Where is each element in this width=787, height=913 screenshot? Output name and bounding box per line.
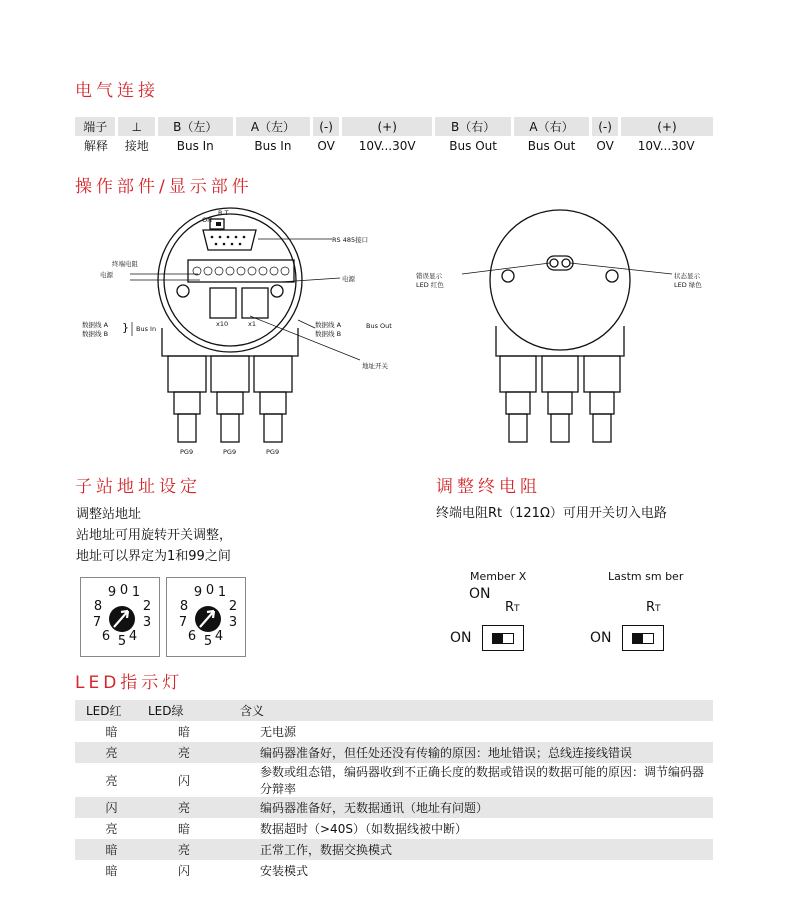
dial-digit: 6 — [187, 629, 197, 644]
pin-header-cell: B（右） — [434, 117, 512, 136]
led-header-red: LED红 — [75, 700, 148, 721]
led-red-cell: 亮 — [105, 822, 118, 836]
led-header-meaning: 含义 — [220, 700, 713, 721]
led-green-cell: 暗 — [177, 725, 190, 739]
bus-out-label: Bus Out — [366, 322, 392, 330]
dial-digit: 8 — [93, 599, 103, 614]
led-table-header — [75, 700, 713, 721]
rotary-switch-x1 — [242, 288, 268, 318]
encoder-front-diagram — [70, 198, 430, 460]
x10-label: x10 — [216, 320, 229, 328]
gland-nut-1 — [174, 392, 200, 414]
dial-digit: 4 — [214, 629, 224, 644]
encoder-back-body — [490, 210, 630, 350]
led-green-cell: 亮 — [148, 839, 220, 860]
rt-label: R T — [218, 209, 229, 217]
led-green-cell: 暗 — [177, 822, 190, 836]
section-title-electrical: 电气连接 — [75, 81, 159, 101]
last-rt-label: RT — [646, 600, 661, 615]
pg9-label-2: PG9 — [223, 448, 237, 456]
member-label: Member X — [470, 570, 527, 583]
power-label-right: 电源 — [342, 275, 355, 283]
led-meaning-cell: 编码器准备好，但任处还没有传输的原因：地址错误；总线连接线错误 — [220, 742, 713, 763]
pin-table — [75, 117, 713, 155]
led-red-cell: 亮 — [105, 773, 118, 788]
address-text-2: 站地址可用旋转开关调整， — [76, 528, 233, 543]
last-switch-on-label: ON — [590, 630, 612, 646]
led-table-row — [75, 797, 713, 818]
screw-left — [502, 270, 514, 282]
svg-text:}: } — [122, 321, 129, 334]
led-meaning-cell: 正常工作，数据交换模式 — [220, 839, 713, 860]
pin-header-cell: 端子 — [75, 117, 117, 136]
pin-cell: OV — [317, 138, 335, 153]
dial-digit: 2 — [142, 599, 152, 614]
on-label: ON — [202, 216, 212, 224]
dial-digit: 3 — [142, 615, 152, 630]
dial-digit: 1 — [217, 585, 227, 600]
led-table — [75, 700, 713, 881]
pin-header-cell: (-) — [312, 117, 341, 136]
pin-cell: Bus Out — [527, 138, 576, 153]
data-a-label-left: 数据线 A — [82, 321, 109, 329]
dial-digit: 0 — [205, 583, 215, 598]
led-red-cell: 暗 — [105, 864, 118, 878]
led-green-cell: 闪 — [177, 864, 190, 878]
rs485-label: RS 485接口 — [332, 236, 369, 244]
dial-digit: 1 — [131, 585, 141, 600]
pin-header-cell: (+) — [340, 117, 434, 136]
pin-table-row — [75, 136, 713, 155]
last-member-label: Lastm sm ber — [608, 570, 684, 583]
member-rt-label: RT — [505, 600, 520, 615]
encoder-back-diagram — [410, 198, 720, 460]
pin-cell: 10V...30V — [358, 138, 416, 153]
rotary-dial-1[interactable] — [80, 577, 160, 657]
led-table-row — [75, 763, 713, 797]
led-table-row — [75, 818, 713, 839]
led-green-cell: 亮 — [148, 797, 220, 818]
led-green-cell: 亮 — [148, 742, 220, 763]
section-title-address: 子站地址设定 — [75, 477, 201, 497]
dial-digit: 9 — [193, 585, 203, 600]
pg9-label-3: PG9 — [266, 448, 280, 456]
led-red-cell: 闪 — [75, 797, 148, 818]
pin-header-cell: (+) — [619, 117, 713, 136]
status-led-label: LED 绿色 — [674, 281, 702, 289]
pin-cell: Bus Out — [449, 138, 497, 153]
led-meaning-cell: 无电源 — [260, 725, 297, 739]
pin-cell: 解释 — [83, 139, 108, 153]
dial-digit: 5 — [203, 634, 213, 649]
led-green-cell: 闪 — [177, 773, 190, 788]
cable-1 — [178, 414, 196, 442]
cable-gland-3 — [254, 356, 292, 392]
member-dip-switch[interactable] — [482, 625, 524, 651]
pin-header-cell: (-) — [591, 117, 620, 136]
x1-label: x1 — [248, 320, 256, 328]
member-on-label: ON — [469, 586, 491, 602]
cable-3 — [264, 414, 282, 442]
data-b-label-right: 数据线 B — [315, 330, 342, 338]
dial-digit: 5 — [117, 634, 127, 649]
led-window — [547, 256, 573, 270]
data-b-label-left: 数据线 B — [82, 330, 109, 338]
rotary-switch-x10 — [210, 288, 236, 318]
screw-left — [177, 285, 189, 297]
addr-switch-label: 地址开关 — [362, 362, 388, 370]
pin-cell: OV — [596, 138, 614, 153]
error-led-label: LED 红色 — [416, 281, 444, 289]
dial-digit: 9 — [107, 585, 117, 600]
cable-2 — [221, 414, 239, 442]
pin-cell: Bus In — [254, 138, 292, 153]
led-header-green: LED绿 — [148, 700, 220, 721]
pin-cell: 接地 — [124, 139, 149, 153]
dial-digit: 4 — [128, 629, 138, 644]
led-table-row — [75, 860, 713, 881]
term-res-label: 终端电阻 — [112, 260, 138, 268]
cable-gland-1 — [168, 356, 206, 392]
dial-digit: 7 — [92, 615, 102, 630]
data-a-label-right: 数据线 A — [315, 321, 342, 329]
led-meaning-cell: 数据超时（>40S）（如数据线被中断） — [260, 822, 467, 836]
bus-in-label: Bus In — [136, 325, 157, 333]
gland-nut-2 — [217, 392, 243, 414]
led-meaning-cell: 参数或组态错，编码器收到不正确长度的数据或错误的数据可能的原因：调节编码器分辩率 — [260, 765, 705, 796]
pin-table-header — [75, 117, 713, 136]
last-dip-switch[interactable] — [622, 625, 664, 651]
led-meaning-cell: 安装模式 — [260, 864, 309, 878]
section-title-termination: 调整终电阻 — [436, 477, 541, 497]
address-text-1: 调整站地址 — [76, 507, 142, 522]
dial-digit: 7 — [178, 615, 188, 630]
cable-gland-2 — [211, 356, 249, 392]
member-switch-on-label: ON — [450, 630, 472, 646]
led-red-cell: 亮 — [75, 742, 148, 763]
termination-desc: 终端电阻Rt（121Ω）可用开关切入电路 — [436, 506, 667, 521]
led-meaning-cell: 编码器准备好，无数据通讯（地址有问题） — [220, 797, 713, 818]
screw-right — [271, 285, 283, 297]
gland-nut-3 — [260, 392, 286, 414]
dial-digit: 0 — [119, 583, 129, 598]
pin-cell: 10V...30V — [637, 138, 695, 153]
encoder-neck — [496, 326, 624, 356]
pin-cell: Bus In — [176, 138, 214, 153]
led-red-cell: 暗 — [75, 839, 148, 860]
pin-header-cell: A（右） — [512, 117, 590, 136]
error-display-label: 错误显示 — [416, 272, 442, 280]
rs485-connector — [203, 230, 256, 250]
screw-right — [606, 270, 618, 282]
pin-header-cell: ⊥ — [117, 117, 156, 136]
section-title-operating: 操作部件/显示部件 — [75, 177, 253, 197]
dial-digit: 3 — [228, 615, 238, 630]
dial-digit: 2 — [228, 599, 238, 614]
power-label-left: 电源 — [100, 271, 113, 279]
rotary-dial-2[interactable] — [166, 577, 246, 657]
section-title-led: LED指示灯 — [75, 673, 184, 693]
dial-digit: 8 — [179, 599, 189, 614]
led-table-row — [75, 742, 713, 763]
led-red-cell: 暗 — [105, 725, 118, 739]
led-table-row — [75, 839, 713, 860]
address-text-3: 地址可以界定为1和99之间 — [76, 549, 231, 564]
led-table-row — [75, 721, 713, 742]
pin-header-cell: A（左） — [234, 117, 312, 136]
pg9-label-1: PG9 — [180, 448, 194, 456]
dial-digit: 6 — [101, 629, 111, 644]
pin-header-cell: B（左） — [156, 117, 234, 136]
status-display-label: 状态显示 — [674, 272, 700, 280]
